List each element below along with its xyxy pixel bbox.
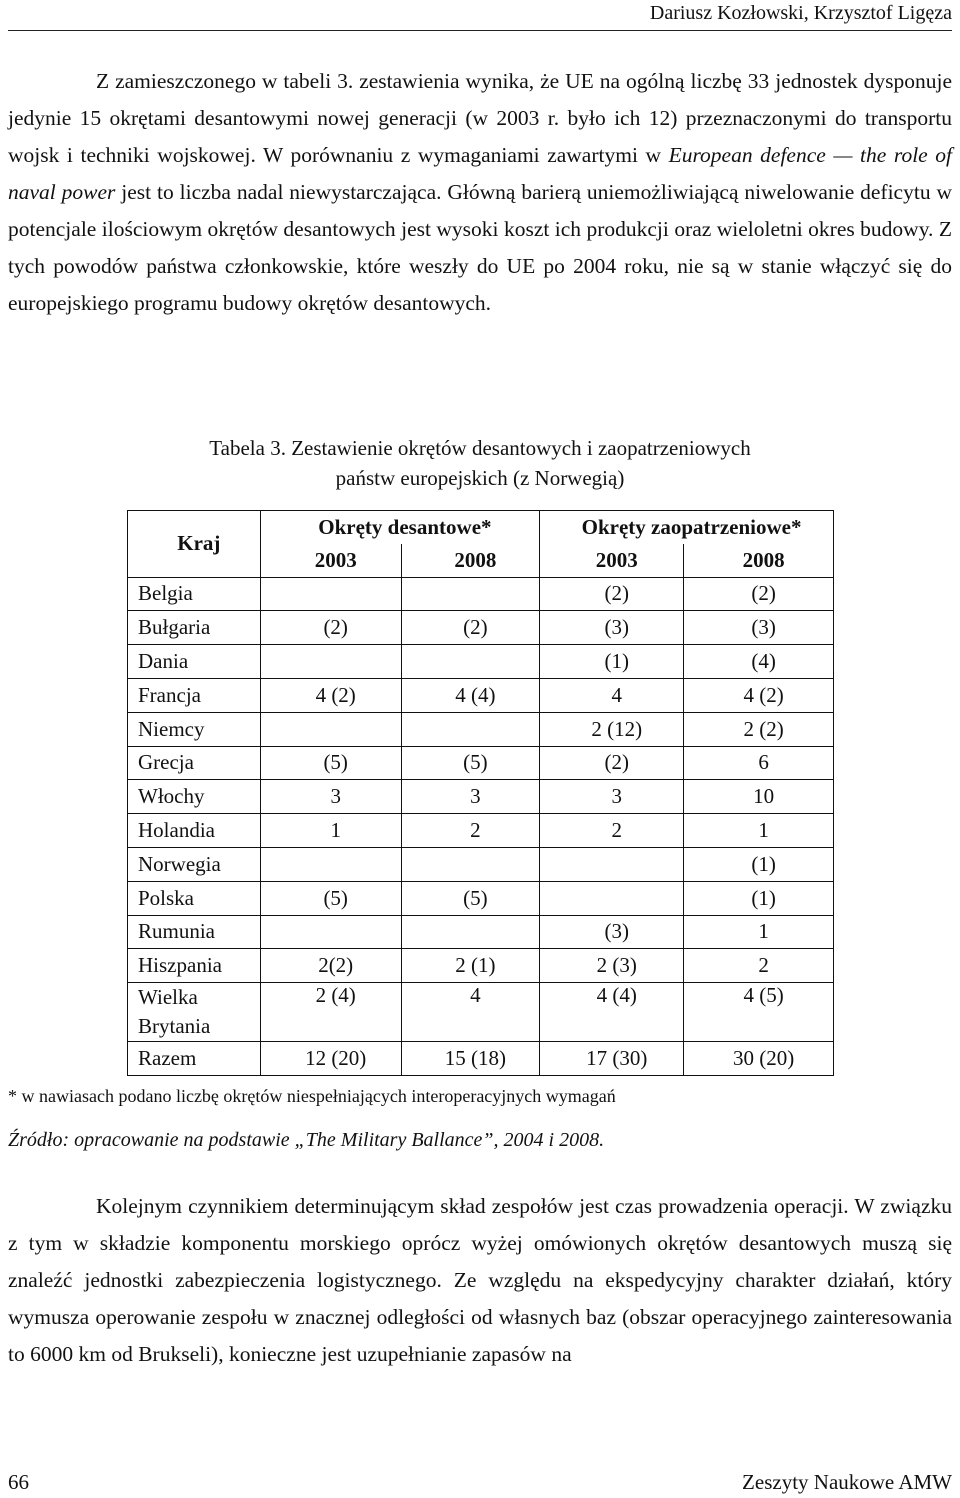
cell-value — [540, 847, 684, 881]
cell-total-value: 15 (18) — [401, 1042, 539, 1076]
cell-value: 2 (1) — [401, 949, 539, 983]
header-country: Kraj — [177, 531, 221, 556]
journal-name: Zeszyty Naukowe AMW — [742, 1470, 952, 1494]
cell-value: (2) — [401, 611, 539, 645]
table-row — [128, 780, 834, 814]
cell-value: (1) — [540, 645, 684, 679]
cell-value — [260, 915, 401, 949]
header-year: 2008 — [401, 544, 539, 577]
cell-value: 2 — [401, 814, 539, 848]
cell-country: Wielka Brytania — [128, 983, 261, 1042]
cell-value: 6 — [684, 746, 834, 780]
cell-country: Grecja — [128, 746, 261, 780]
cell-value: 4 — [401, 983, 539, 1042]
table-row — [128, 847, 834, 881]
running-head — [8, 0, 952, 31]
cell-country: Włochy — [128, 780, 261, 814]
cell-value: 4 (5) — [684, 983, 834, 1042]
table-row — [128, 577, 834, 611]
cell-value — [260, 847, 401, 881]
cell-value: (3) — [540, 611, 684, 645]
cell-value: 2(2) — [260, 949, 401, 983]
cell-value: (1) — [684, 847, 834, 881]
header-supply-ships: Okręty zaopatrzeniowe* — [540, 511, 834, 544]
table-row — [128, 814, 834, 848]
cell-country: Dania — [128, 645, 261, 679]
table-row — [128, 949, 834, 983]
header-year: 2003 — [540, 544, 684, 577]
page-number: 66 — [8, 1470, 29, 1494]
table-row — [128, 983, 834, 1042]
cell-value: (5) — [260, 881, 401, 915]
cell-value — [401, 645, 539, 679]
cell-value: 2 (4) — [260, 983, 401, 1042]
paragraph-1-italic-title: European defence — the role of naval power — [8, 143, 952, 204]
cell-value: 2 (12) — [540, 712, 684, 746]
table-row — [128, 915, 834, 949]
cell-value: 4 (2) — [684, 678, 834, 712]
cell-value — [540, 881, 684, 915]
cell-value: 3 — [540, 780, 684, 814]
paragraph-1-part2: jest to liczba nadal niewystarczająca. Główną barierą uniemożliwiającą niwelowanie deficytu w potencjale ilościowym okrętów desantowych jest wysoki koszt ich produkcji oraz wieloletni okres budowy. Z tych powodów państwa członkowskie, które weszły do UE po 2004 roku, nie są w stanie włączyć się do europejskiego programu budowy okrętów desantowych. — [8, 180, 952, 315]
table-header-row — [128, 511, 834, 544]
cell-total-value: 12 (20) — [260, 1042, 401, 1076]
paragraph-2 — [8, 1188, 952, 1373]
table-caption-line2: państw europejskich (z Norwegią) — [335, 466, 625, 490]
paragraph-2-text: Kolejnym czynnikiem determinującym skład zespołów jest czas prowadzenia operacji. W związku z tym w składzie komponentu morskiego oprócz wyżej omówionych okrętów desantowych muszą się znaleźć jednostki zabezpieczenia logistycznego. Ze względu na ekspedycyjny charakter działań, który wymusza operowanie zespołu w znacznej odległości od własnych baz (obszar operacyjnego zainteresowania to 6000 km od Brukseli), konieczne jest uzupełnianie zapasów na — [8, 1194, 952, 1366]
cell-value: 4 (4) — [401, 678, 539, 712]
cell-country: Polska — [128, 881, 261, 915]
cell-value: 2 — [540, 814, 684, 848]
cell-value: (5) — [401, 746, 539, 780]
cell-value — [401, 577, 539, 611]
cell-value: (2) — [540, 577, 684, 611]
cell-value — [260, 645, 401, 679]
cell-value: 4 (2) — [260, 678, 401, 712]
cell-value: 1 — [684, 814, 834, 848]
cell-value: (2) — [260, 611, 401, 645]
cell-value: 2 — [684, 949, 834, 983]
cell-value: (5) — [260, 746, 401, 780]
cell-value: (4) — [684, 645, 834, 679]
table-caption — [0, 433, 960, 493]
cell-value: 3 — [401, 780, 539, 814]
cell-value — [401, 915, 539, 949]
table-row — [128, 746, 834, 780]
header-year: 2008 — [684, 544, 834, 577]
cell-value: (3) — [540, 915, 684, 949]
header-landing-ships: Okręty desantowe* — [260, 511, 539, 544]
table-row — [128, 611, 834, 645]
cell-value: (2) — [540, 746, 684, 780]
cell-value: 2 (3) — [540, 949, 684, 983]
cell-country: Holandia — [128, 814, 261, 848]
cell-country: Niemcy — [128, 712, 261, 746]
table-total-row — [128, 1042, 834, 1076]
cell-value: 10 — [684, 780, 834, 814]
cell-value: 1 — [260, 814, 401, 848]
cell-country: Hiszpania — [128, 949, 261, 983]
cell-value: 3 — [260, 780, 401, 814]
cell-country: Rumunia — [128, 915, 261, 949]
cell-value: 2 (2) — [684, 712, 834, 746]
table-row — [128, 678, 834, 712]
cell-country: Bułgaria — [128, 611, 261, 645]
cell-value: (3) — [684, 611, 834, 645]
cell-country: Francja — [128, 678, 261, 712]
cell-value — [401, 847, 539, 881]
cell-value — [260, 712, 401, 746]
running-head-authors: Dariusz Kozłowski, Krzysztof Ligęza — [649, 2, 952, 24]
cell-country: Norwegia — [128, 847, 261, 881]
paragraph-1-part1: Z zamieszczonego w tabeli 3. zestawienia wynika, że UE na ogólną liczbę 33 jednostek dysponuje jedynie 15 okrętami desantowymi nowej generacji (w 2003 r. było ich 12) przeznaczonymi do transportu wojsk i techniki wojskowej. W porównaniu z wymaganiami zawartymi w — [8, 69, 952, 167]
table-row — [128, 712, 834, 746]
table-source: Źródło: opracowanie na podstawie „The Military Ballance”, 2004 i 2008. — [8, 1129, 605, 1151]
table-caption-line1: Tabela 3. Zestawienie okrętów desantowych i zaopatrzeniowych — [209, 436, 751, 460]
cell-total-value: 17 (30) — [540, 1042, 684, 1076]
paragraph-1 — [8, 63, 952, 322]
cell-total-label: Razem — [128, 1042, 261, 1076]
cell-value: 1 — [684, 915, 834, 949]
table-row — [128, 645, 834, 679]
cell-value — [260, 577, 401, 611]
cell-value: (5) — [401, 881, 539, 915]
cell-value: 4 — [540, 678, 684, 712]
table-row — [128, 881, 834, 915]
table-footnote: * w nawiasach podano liczbę okrętów niespełniających interoperacyjnych wymagań — [8, 1086, 616, 1106]
cell-country: Belgia — [128, 577, 261, 611]
header-year: 2003 — [260, 544, 401, 577]
cell-total-value: 30 (20) — [684, 1042, 834, 1076]
cell-value — [401, 712, 539, 746]
cell-value: (1) — [684, 881, 834, 915]
cell-value: 4 (4) — [540, 983, 684, 1042]
ships-table — [127, 510, 834, 1076]
cell-value: (2) — [684, 577, 834, 611]
